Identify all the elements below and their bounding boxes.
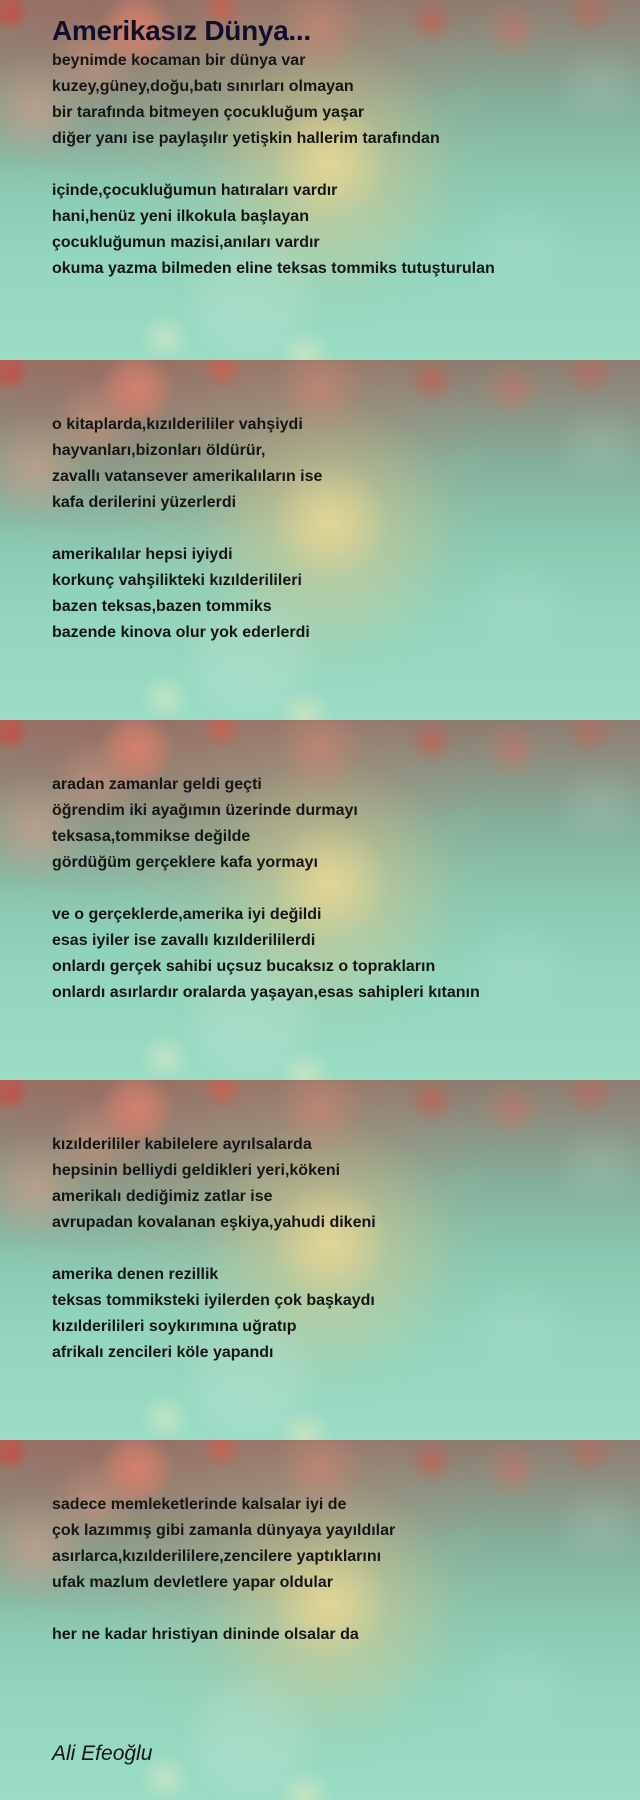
poem-line: onlardı asırlardır oralarda yaşayan,esas sahipleri kıtanın bbox=[52, 984, 480, 1001]
poem-line: öğrendim iki ayağımın üzerinde durmayı bbox=[52, 802, 358, 819]
poem-line: kafa derilerini yüzerlerdi bbox=[52, 494, 237, 511]
poem-line: asırlarca,kızılderililere,zencilere yaptıklarını bbox=[52, 1548, 382, 1565]
poem-section-4 bbox=[0, 1080, 640, 1440]
poem-stanza bbox=[52, 1492, 612, 1596]
poem-line: onlardı gerçek sahibi uçsuz bucaksız o toprakların bbox=[52, 958, 436, 975]
poem-stanza bbox=[52, 48, 612, 152]
poem-line: kızılderililer kabilelere ayrılsalarda bbox=[52, 1136, 312, 1153]
poem-stanza bbox=[52, 772, 612, 876]
poem-stanza bbox=[52, 178, 612, 282]
poem-line: okuma yazma bilmeden eline teksas tommiks tutuşturulan bbox=[52, 260, 495, 277]
poem-line: kızılderilileri soykırımına uğratıp bbox=[52, 1318, 297, 1335]
stanza-group-3 bbox=[52, 720, 612, 1006]
poem-line: hayvanları,bizonları öldürür, bbox=[52, 442, 266, 459]
stanza-group-1 bbox=[52, 48, 612, 282]
poem-stanza bbox=[52, 1262, 612, 1366]
poem-line: hani,henüz yeni ilkokula başlayan bbox=[52, 208, 309, 225]
poem-line: amerikalı dediğimiz zatlar ise bbox=[52, 1188, 273, 1205]
poem-line: çocukluğumun mazisi,anıları vardır bbox=[52, 234, 320, 251]
poem-section-2 bbox=[0, 360, 640, 720]
poem-line: afrikalı zencileri köle yapandı bbox=[52, 1344, 274, 1361]
poem-line: içinde,çocukluğumun hatıraları vardır bbox=[52, 182, 338, 199]
poem-line: sadece memleketlerinde kalsalar iyi de bbox=[52, 1496, 347, 1513]
poem-author: Ali Efeoğlu bbox=[52, 1742, 153, 1765]
poem-line: esas iyiler ise zavallı kızılderililerdi bbox=[52, 932, 316, 949]
poem-line: kuzey,güney,doğu,batı sınırları olmayan bbox=[52, 78, 354, 95]
poem-line: diğer yanı ise paylaşılır yetişkin hallerim tarafından bbox=[52, 130, 440, 147]
poem-line: o kitaplarda,kızılderililer vahşiydi bbox=[52, 416, 303, 433]
poem-line: teksas tommiksteki iyilerden çok başkaydı bbox=[52, 1292, 375, 1309]
poem-stanza bbox=[52, 542, 612, 646]
poem-line: amerika denen rezillik bbox=[52, 1266, 219, 1283]
poem-line: ve o gerçeklerde,amerika iyi değildi bbox=[52, 906, 322, 923]
poem-line: zavallı vatansever amerikalıların ise bbox=[52, 468, 323, 485]
poem-title: Amerikasız Dünya... bbox=[52, 15, 311, 46]
stanza-group-2 bbox=[52, 360, 612, 646]
poem-line: gördüğüm gerçeklere kafa yormayı bbox=[52, 854, 318, 871]
poem-line: bir tarafında bitmeyen çocukluğum yaşar bbox=[52, 104, 365, 121]
poem-line: amerikalılar hepsi iyiydi bbox=[52, 546, 233, 563]
stanza-group-4 bbox=[52, 1080, 612, 1366]
poem-section-3 bbox=[0, 720, 640, 1080]
poem-line: korkunç vahşilikteki kızılderilileri bbox=[52, 572, 302, 589]
poem-section-1 bbox=[0, 0, 640, 360]
poem-stanza bbox=[52, 412, 612, 516]
poem-line: bazende kinova olur yok ederlerdi bbox=[52, 624, 310, 641]
stanza-group-5 bbox=[52, 1440, 612, 1648]
poem-section-5 bbox=[0, 1440, 640, 1800]
poem-line: teksasa,tommikse değilde bbox=[52, 828, 251, 845]
poem-line: her ne kadar hristiyan dininde olsalar da bbox=[52, 1626, 359, 1643]
poem-line: ufak mazlum devletlere yapar oldular bbox=[52, 1574, 333, 1591]
poem-line: hepsinin belliydi geldikleri yeri,kökeni bbox=[52, 1162, 341, 1179]
poem-line: aradan zamanlar geldi geçti bbox=[52, 776, 262, 793]
poem-line: çok lazımmış gibi zamanla dünyaya yayıldılar bbox=[52, 1522, 396, 1539]
poem-stanza bbox=[52, 1132, 612, 1236]
poem-line: beynimde kocaman bir dünya var bbox=[52, 52, 306, 69]
poem-stanza bbox=[52, 902, 612, 1006]
poem-line: avrupadan kovalanan eşkiya,yahudi dikeni bbox=[52, 1214, 376, 1231]
poem-line: bazen teksas,bazen tommiks bbox=[52, 598, 272, 615]
poem-stanza bbox=[52, 1622, 612, 1648]
